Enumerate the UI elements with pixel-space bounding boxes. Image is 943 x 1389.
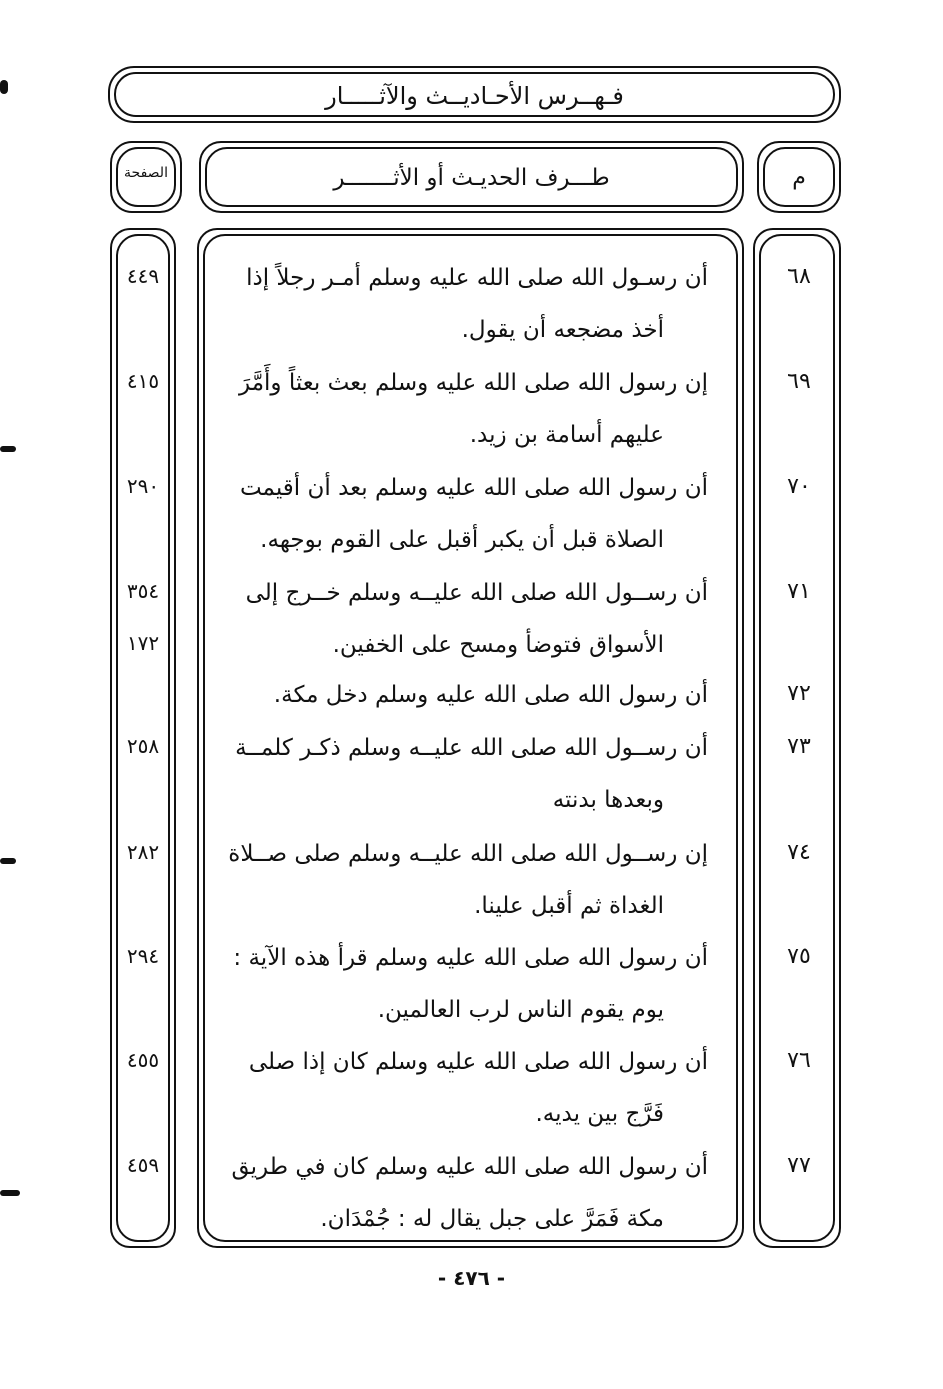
entry-line-1: أن رسول الله صلى الله عليه وسلم دخل مكة. — [273, 682, 708, 708]
entry-number: ٧١ — [787, 579, 811, 604]
entry-page: ٢٨٢ — [126, 840, 160, 864]
scan-mark — [0, 1190, 20, 1196]
entry-line-1: أن رســول الله صلى الله عليــه وسلم ذكـر كلمــة — [235, 735, 708, 761]
entry-page: ٤٥٩ — [126, 1153, 160, 1177]
entry-line-2: يوم يقوم الناس لرب العالمين. — [377, 997, 664, 1023]
entry-page: ٢٩٠ — [126, 474, 160, 498]
entry-number: ٧٥ — [787, 944, 811, 969]
entry-line-2: فَرَّج بين يديه. — [535, 1101, 664, 1127]
entry-text — [228, 252, 708, 356]
scan-mark — [0, 858, 16, 864]
entry-line-2: الصلاة قبل أن يكبر أقبل على القوم بوجهه. — [260, 527, 664, 553]
header-text-column — [199, 141, 744, 213]
entry-number: ٧٣ — [787, 734, 811, 759]
entry-line-1: أن رســول الله صلى الله عليــه وسلم خــرج إلى — [245, 580, 708, 606]
entry-page: ٤١٥ — [126, 369, 160, 393]
entry-text — [228, 828, 708, 932]
entry-text — [228, 462, 708, 566]
entry-line-2: أخذ مضجعه أن يقول. — [461, 317, 664, 343]
entry-number: ٧٧ — [787, 1153, 811, 1178]
entry-text — [228, 357, 708, 461]
page-title: فـهــرس الأحـاديــث والآثـــــار — [325, 82, 624, 110]
entry-page: ٣٥٤ — [126, 579, 160, 603]
entry-text — [228, 932, 708, 1036]
entry-text — [228, 567, 708, 671]
header-text-label: طـــرف الحديـث أو الأثـــــــر — [333, 165, 610, 191]
entry-line-1: أن رسول الله صلى الله عليه وسلم كان في طريق — [231, 1154, 708, 1180]
entry-number: ٦٨ — [787, 264, 811, 289]
entry-page: ٢٥٨ — [126, 734, 160, 758]
entry-line-2: الأسواق فتوضأ ومسح على الخفين. — [332, 632, 664, 658]
entry-page-secondary: ١٧٢ — [126, 631, 160, 655]
entry-line-1: أن رسـول الله صلى الله عليه وسلم أمـر رجلاً إذا — [246, 265, 708, 291]
entry-page: ٤٥٥ — [126, 1048, 160, 1072]
entry-number: ٦٩ — [787, 369, 811, 394]
page-number: - ٤٧٦ - — [437, 1266, 506, 1290]
entry-line-2: مكة فَمَرَّ على جبل يقال له : جُمْدَان. — [320, 1206, 664, 1232]
entry-line-2: وبعدها بدنته — [552, 787, 664, 813]
entry-line-1: أن رسول الله صلى الله عليه وسلم قرأ هذه الآية : — [233, 945, 708, 971]
scan-mark — [0, 446, 16, 452]
entry-page: ٢٩٤ — [126, 944, 160, 968]
entry-text — [228, 669, 708, 721]
entry-line-1: إن رسول الله صلى الله عليه وسلم بعث بعثاً وأَمَّرَ — [239, 370, 708, 396]
title-frame — [108, 66, 841, 123]
header-num-column — [757, 141, 841, 213]
entry-line-1: أن رسول الله صلى الله عليه وسلم كان إذا صلى — [248, 1049, 708, 1075]
entry-number: ٧٦ — [787, 1048, 811, 1073]
entry-line-2: عليهم أسامة بن زيد. — [469, 422, 664, 448]
scan-mark — [0, 80, 8, 94]
entry-line-1: إن رســول الله صلى الله عليــه وسلم صلى صــلاة — [228, 841, 708, 867]
entry-page: ٤٤٩ — [126, 264, 160, 288]
entry-line-2: الغداة ثم أقبل علينا. — [474, 893, 664, 919]
header-page-label: الصفحة — [124, 165, 168, 181]
entry-line-1: أن رسول الله صلى الله عليه وسلم بعد أن أقيمت — [239, 475, 708, 501]
header-num-label: م — [792, 165, 806, 190]
entry-text — [228, 1141, 708, 1245]
header-page-column — [110, 141, 182, 213]
entry-number: ٧٤ — [787, 840, 811, 865]
entry-text — [228, 722, 708, 826]
entry-text — [228, 1036, 708, 1140]
entry-number: ٧٠ — [787, 474, 811, 499]
entry-number: ٧٢ — [787, 681, 811, 706]
